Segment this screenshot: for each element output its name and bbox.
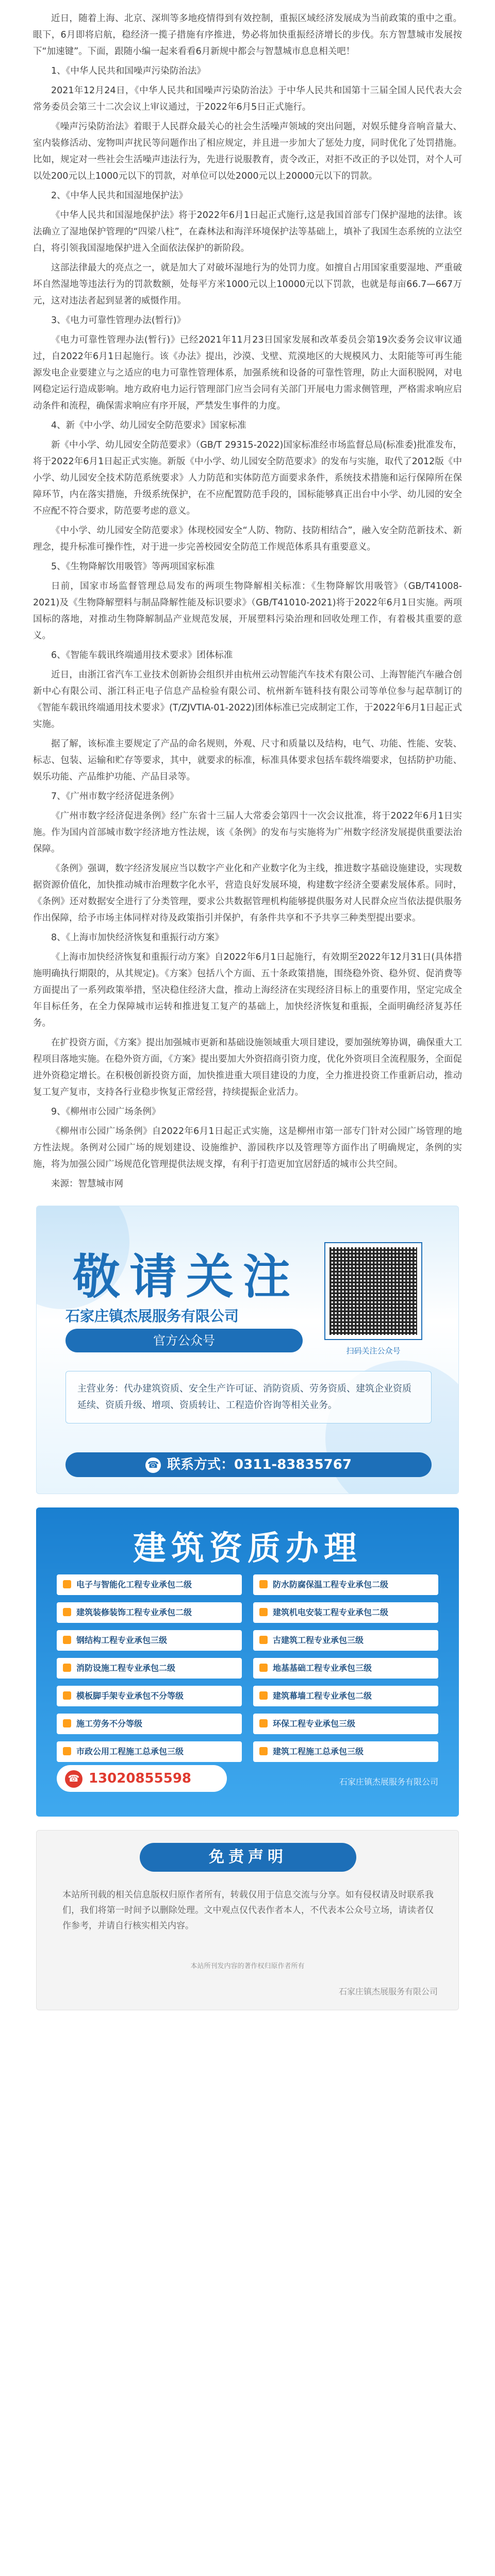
bullet-icon bbox=[63, 1747, 71, 1755]
qualification-label: 消防设施工程专业承包二级 bbox=[76, 1663, 176, 1673]
section-heading: 1、《中华人民共和国噪声污染防治法》 bbox=[51, 66, 206, 76]
promo-banners bbox=[36, 1206, 459, 2010]
phone-icon: ☎ bbox=[65, 1770, 82, 1788]
disclaimer-title: 免责声明 bbox=[140, 1843, 356, 1872]
qualification-label: 地基基础工程专业承包三级 bbox=[273, 1663, 372, 1673]
bullet-icon bbox=[259, 1608, 268, 1616]
follow-title: 敬请关注 bbox=[73, 1249, 300, 1304]
bullet-icon bbox=[259, 1636, 268, 1644]
qualification-item bbox=[57, 1686, 242, 1706]
paragraph: 《上海市加快经济恢复和重振行动方案》自2022年6月1日起施行，有效期至2022年12月31日(具体措施明确执行期限的，从其规定)。《方案》包括八个方面、五十条政策措施，围绕稳外资、稳外贸、促消费等方面提出了一系列政策举措，坚决稳住经济大盘，推动上海经济在实现经济目标上的重要作用，坚定完成全年目标任务，在全力保障城市运转和推进复工复产的基础上，加快经济恢复和重振，全面明确经济复苏任务。 bbox=[33, 952, 462, 1028]
section-heading: 3、《电力可靠性管理办法(暂行)》 bbox=[51, 315, 186, 326]
qualification-title: 建筑资质办理 bbox=[133, 1529, 362, 1568]
qualification-label: 建筑机电安装工程专业承包二级 bbox=[273, 1607, 389, 1617]
follow-banner bbox=[36, 1206, 459, 1494]
bullet-icon bbox=[63, 1664, 71, 1672]
brand-watermark: 石家庄镇杰展服务有限公司 bbox=[339, 1777, 438, 1787]
paragraph: 2021年12月24日，《中华人民共和国噪声污染防治法》于中华人民共和国第十三届全国人民代表大会常务委员会第三十二次会议上审议通过，于2022年6月5日正式施行。 bbox=[33, 86, 462, 112]
bullet-icon bbox=[63, 1608, 71, 1616]
contact-bar bbox=[65, 1452, 432, 1477]
qualification-item bbox=[253, 1741, 438, 1762]
qualification-label: 模板脚手架专业承包不分等级 bbox=[76, 1691, 184, 1701]
bullet-icon bbox=[63, 1719, 71, 1727]
qualification-label: 市政公用工程施工总承包三级 bbox=[76, 1747, 184, 1756]
phone-icon: ☎ bbox=[145, 1458, 161, 1473]
qualification-item bbox=[57, 1602, 242, 1623]
qualification-item bbox=[57, 1714, 242, 1734]
qualification-item bbox=[253, 1714, 438, 1734]
paragraph: 《条例》强调，数字经济发展应当以数字产业化和产业数字化为主线，推进数字基础设施建设，实现数据资源价值化，加快推动城市治理数字化水平，营造良好发展环境，构建数字经济全要素发展体系。同时，《条例》还对数据安全进行了分类管理，要求公共数据管理机构能够提供服务对人民群众应当依法提供服务作出保障，给予市场主体同样对待及政策指引并保护，有条件共享和不予共享三种类型提出要求。 bbox=[33, 863, 462, 923]
business-scope: 主营业务：代办建筑资质、安全生产许可证、消防资质、劳务资质、建筑企业资质延续、资质升级、增项、资质转让、工程造价咨询等相关业务。 bbox=[65, 1371, 432, 1423]
qualification-label: 防水防腐保温工程专业承包二级 bbox=[273, 1580, 389, 1589]
bullet-icon bbox=[259, 1664, 268, 1672]
paragraph: 日前，国家市场监督管理总局发布的两项生物降解相关标准：《生物降解饮用吸管》（GB/T41008-2021)及《生物降解塑料与制品降解性能及标识要求》（GB/T41010-2021)将于2022年6月1日实施。两项国标的落地，对推动生物降解制品产业规范发展，开展塑料污染治理和回收处理工作，有着极其重要的意义。 bbox=[33, 581, 462, 641]
qualification-item bbox=[253, 1574, 438, 1595]
paragraph: 在扩投资方面，《方案》提出加强城市更新和基础设施领域重大项目建设，要加强统筹协调，确保重大工程项目落地实施。在稳外资方面，《方案》提出要加大外资招商引资力度，优化外资项目全流程服务，全面促进外资稳定增长。在积极创新投资方面，加快推进重大项目建设的力度，全力推进投资工作重新启动，推动复工复产复市，支持各行业稳步恢复正常经营，持续提振企业活力。 bbox=[33, 1038, 462, 1097]
qr-code-pattern bbox=[329, 1247, 417, 1335]
qualification-label: 古建筑工程专业承包三级 bbox=[273, 1635, 364, 1645]
paragraph: 新《中小学、幼儿园安全防范要求》（GB/T 29315-2022)国家标准经市场监督总局(标准委)批准发布，将于2022年6月1日起正式实施。新版《中小学、幼儿园安全防范要求》的发布与实施，取代了2012版《中小学、幼儿园安全技术防范系统要求》人力防范和实体防范方面要求条件，系统技术措施和运行保障所在保障环节，内在落实措施，升级系统保护，在不应配置防范手段的，国标能够真正出台中小学、幼儿园的安全不应配不符合要求，防范要考虑的意义。 bbox=[33, 440, 462, 516]
qualification-label: 钢结构工程专业承包三级 bbox=[76, 1635, 168, 1645]
article-body bbox=[0, 0, 495, 1192]
bullet-icon bbox=[63, 1580, 71, 1588]
qualification-item bbox=[253, 1686, 438, 1706]
bullet-icon bbox=[63, 1691, 71, 1700]
bullet-icon bbox=[259, 1580, 268, 1588]
qualification-label: 建筑幕墙工程专业承包二级 bbox=[273, 1691, 372, 1701]
qualification-item bbox=[57, 1630, 242, 1651]
paragraph: 《中小学、幼儿园安全防范要求》体现校园安全“人防、物防、技防相结合”，融入安全防范新技术、新理念，提升标准可操作性，对于进一步完善校园安全防范工作规范体系具有重要意义。 bbox=[33, 526, 462, 552]
section-heading: 6、《智能车载讯终端通用技术要求》团体标准 bbox=[51, 650, 233, 660]
disclaimer-note: 本站所刊发内容的著作权归原作者所有 bbox=[190, 1962, 305, 1970]
bullet-icon bbox=[259, 1691, 268, 1700]
phone-number-bar[interactable] bbox=[57, 1765, 227, 1792]
phone-number: 13020855598 bbox=[89, 1771, 191, 1786]
qualification-item bbox=[253, 1630, 438, 1651]
bullet-icon bbox=[259, 1719, 268, 1727]
paragraph: 《柳州市公园广场条例》自2022年6月1日起正式实施，这是柳州市第一部专门针对公园广场管理的地方性法规。条例对公园广场的规划建设、设施维护、游园秩序以及管理等方面作出了明确规定，条例的实施，将为加强公园广场规范化管理提供法规支撑，有利于打造更加宜居舒适的城市公共空间。 bbox=[33, 1126, 462, 1170]
paragraph: 近日，随着上海、北京、深圳等多地疫情得到有效控制，重振区域经济发展成为当前政策的重中之重。眼下，6月即将启航，稳经济一揽子措施有序推进，势必将加快重振经济增长的步伐。东方智慧城市发展按下“加速键”。下面，跟随小编一起来看看6月新规中都会与智慧城市息息相关吧！ bbox=[33, 13, 462, 57]
disclaimer-banner bbox=[36, 1830, 459, 2010]
qualification-label: 建筑装修装饰工程专业承包二级 bbox=[76, 1607, 192, 1617]
scan-hint: 扫码关注公众号 bbox=[346, 1346, 401, 1355]
disclaimer-text: 本站所刊载的相关信息版权归原作者所有，转载仅用于信息交流与分享。如有侵权请及时联系我们，我们将第一时间予以删除处理。文中观点仅代表作者本人，不代表本公众号立场，请读者仅作参考，并请自行核实相关内容。 bbox=[62, 1890, 434, 1931]
qualification-label: 施工劳务不分等级 bbox=[76, 1719, 143, 1728]
brand-watermark: 石家庄镇杰展服务有限公司 bbox=[338, 1987, 438, 1996]
qualification-item bbox=[253, 1658, 438, 1679]
paragraph: 近日，由浙江省汽车工业技术创新协会组织并由杭州云动智能汽车技术有限公司、上海智能汽车融合创新中心有限公司、浙江科正电子信息产品检验有限公司、杭州新车链科技有限公司等单位参与起草制订的《智能车载讯终端通用技术要求》(T/ZJVTIA-01-2022)团体标准已完成制定工作，于2022年6月1日起正式实施。 bbox=[33, 670, 462, 730]
qualification-label: 建筑工程施工总承包三级 bbox=[273, 1747, 364, 1756]
paragraph: 《电力可靠性管理办法(暂行)》已经2021年11月23日国家发展和改革委员会第19次委务会议审议通过，自2022年6月1日起施行。该《办法》提出，沙漠、戈壁、荒漠地区的大规模风力、太阳能等可再生能源发电企业要建立与之适应的电力可靠性管理体系，加强系统和设备的可靠性管理，防止大面积脱网，对电网稳定运行造成影响。地方政府电力运行管理部门应当会同有关部门开展电力需求侧管理，严格需求响应启动条件和流程，确保需求响应有序开展，严禁发生事件的力度。 bbox=[33, 335, 462, 411]
contact-text: 联系方式：0311-83835767 bbox=[167, 1457, 352, 1472]
qualification-label: 环保工程专业承包三级 bbox=[273, 1719, 356, 1728]
section-heading: 2、《中华人民共和国湿地保护法》 bbox=[51, 191, 188, 201]
account-label: 官方公众号 bbox=[65, 1329, 303, 1352]
section-heading: 9、《柳州市公园广场条例》 bbox=[51, 1107, 161, 1117]
company-name: 石家庄镇杰展服务有限公司 bbox=[65, 1308, 239, 1325]
section-heading: 4、新《中小学、幼儿园安全防范要求》国家标准 bbox=[51, 420, 246, 431]
qualification-item bbox=[57, 1658, 242, 1679]
qr-code[interactable] bbox=[324, 1242, 422, 1340]
paragraph: 《中华人民共和国湿地保护法》将于2022年6月1日起正式施行,这是我国首部专门保护湿地的法律。该法确立了湿地保护管理的“四梁八柱”，在森林法和海洋环境保护法等基础上，填补了我国生态系统的立法空白，将引领我国湿地保护进入全面依法保护的新阶段。 bbox=[33, 210, 462, 253]
qualification-item bbox=[253, 1602, 438, 1623]
paragraph: 据了解，该标准主要规定了产品的命名规则，外观、尺寸和质量以及结构，电气、功能、性能、安装、标志、包装、运输和贮存等要求，其中，就要求的标准，标准具体要求包括车载终端要求，包括防护功能、娱乐功能、产品维护功能、产品目录等。 bbox=[33, 739, 462, 782]
bullet-icon bbox=[63, 1636, 71, 1644]
qualification-label: 电子与智能化工程专业承包二级 bbox=[76, 1580, 192, 1589]
paragraph-list bbox=[33, 10, 462, 1192]
bottom-spacer bbox=[0, 2010, 495, 2031]
section-heading: 5、《生物降解饮用吸管》等两项国家标准 bbox=[51, 562, 215, 572]
paragraph: 《广州市数字经济促进条例》经广东省十三届人大常委会第四十一次会议批准，将于2022年6月1日实施。作为国内首部城市数字经济地方性法规，该《条例》的发布与实施将为广州数字经济发展提供重要法治保障。 bbox=[33, 811, 462, 854]
section-heading: 8、《上海市加快经济恢复和重振行动方案》 bbox=[51, 933, 224, 943]
paragraph: 这部法律最大的亮点之一，就是加大了对破坏湿地行为的处罚力度。如擅自占用国家重要湿地、严重破坏自然湿地等违法行为的罚款数额，处每平方米1000元以上10000元以下罚款，也就是每亩66.7—667万元，这对违法者起到显著的威慑作用。 bbox=[33, 263, 462, 306]
qualification-item bbox=[57, 1574, 242, 1595]
bullet-icon bbox=[259, 1747, 268, 1755]
qualification-item bbox=[57, 1741, 242, 1762]
section-heading: 7、《广州市数字经济促进条例》 bbox=[51, 791, 179, 802]
qualification-list bbox=[57, 1574, 438, 1762]
paragraph: 《噪声污染防治法》着眼于人民群众最关心的社会生活噪声领域的突出问题，对娱乐健身音响音量大、室内装修活动、宠物叫声扰民等问题作出了相应规定，并且进一步加大了惩处力度，同时优化了处罚措施。比如，规定对一些社会生活噪声违法行为，先进行说服教育，责令改正，对拒不改正的予以处罚，对个人可以处200元以上1000元以下的罚款，对单位可以处2000元以上20000元以下的罚款。 bbox=[33, 122, 462, 181]
paragraph: 来源：智慧城市网 bbox=[51, 1179, 123, 1189]
qualification-banner bbox=[36, 1507, 459, 1817]
